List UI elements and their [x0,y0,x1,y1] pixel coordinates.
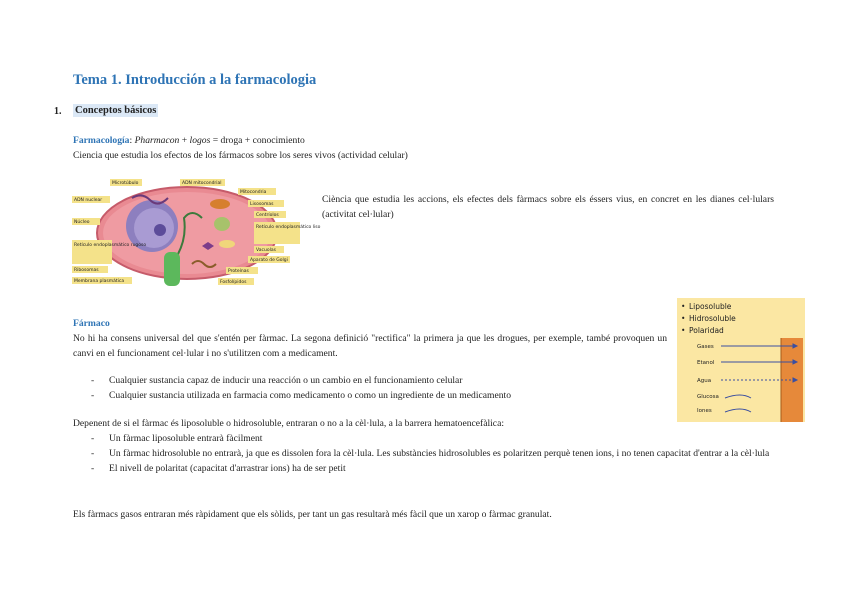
etymology-2: logos [189,135,211,146]
farmaco-list-1 [73,373,673,403]
label-reticulo-rugoso: Retículo endoplasmático rugoso [74,243,147,248]
label-vacuolas: Vacuolas [256,248,276,253]
row-iones: Iones [697,408,712,414]
svg-text:•: • [681,314,686,323]
label-microtubulo: Microtúbulo [112,181,139,186]
list-marker: - [91,433,95,444]
svg-text:•: • [681,326,686,335]
etymology-rest: = droga + conocimiento [210,135,305,146]
list-marker: - [91,375,95,386]
list-item [73,461,775,476]
farmacologia-line [73,133,305,148]
list-item-text: Cualquier sustancia utilizada en farmacia como medicamento o como un ingrediente de un medicamento [109,390,511,401]
list-marker: - [91,390,95,401]
etymology-1: Pharmacon [134,135,180,146]
list-marker: - [91,463,95,474]
label-fosfolipidos: Fosfolípidos [220,280,247,285]
farmaco-paragraph-2: Depenent de si el fàrmac és liposoluble o hidrosoluble, entraran o no a la cèl·lula, a la barrera hematoencefàlica: [73,418,504,429]
legend-liposoluble: Liposoluble [689,302,732,311]
farmaco-paragraph-1: No hi ha consens universal del que s'entén per fàrmac. La segona definició "rectifica" la primera ja que les drogues, per exemple, també provoquen un canvi en el funcionament cel·lular i no s'utilitzen com a medicament. [73,333,667,359]
legend-polaridad: Polaridad [689,326,724,335]
section-title: Conceptos básicos [75,105,157,116]
svg-text:•: • [681,302,686,311]
label-nucleo: Núcleo [74,220,90,225]
label-centriolos: Centríolos [256,213,279,218]
etymology-plus: + [179,135,190,146]
list-marker: - [91,448,95,459]
row-gases: Gases [697,344,714,350]
cell-caption: Ciència que estudia les accions, els efectes dels fàrmacs sobre els éssers vius, en concret en les dianes cel·lulars (activitat cel·lular) [322,194,774,220]
label-adn-nuclear: ADN nuclear [74,198,103,203]
farmacologia-label: Farmacología [73,135,130,146]
cell-diagram-svg [72,178,321,288]
membrane-figure [677,298,805,422]
list-item [73,431,775,446]
farmacologia-definition: Ciencia que estudia los efectos de los fármacos sobre los seres vivos (actividad celular) [73,150,408,161]
row-agua: Agua [697,378,712,384]
label-lisosomas: Lisosomas [250,202,274,207]
label-reticulo-liso: Retículo endoplasmático liso [256,225,321,230]
legend-hidrosoluble: Hidrosoluble [689,314,736,323]
section-number: 1. [54,106,62,117]
list-item-text: Un fàrmac liposoluble entrarà fàcilment [109,433,263,444]
list-item-text: El nivell de polaritat (capacitat d'arrastrar ions) ha de ser petit [109,463,346,474]
farmaco-label: Fármaco [73,318,110,329]
label-golgi: Aparato de Golgi [250,258,288,263]
farmaco-paragraph-3: Els fàrmacs gasos entraran més ràpidament que els sòlids, per tant un gas resultarà més fàcil que un xarop o fàrmac granulat. [73,509,552,520]
page-title: Tema 1. Introducción a la farmacologia [73,72,317,88]
cell-diagram [72,178,321,288]
list-item-text: Un fàrmac hidrosoluble no entrarà, ja que es dissolen fora la cèl·lula. Les substàncies hidrosolubles es polaritzen perquè tenen ions, i no tenen capacitat d'entrar a la cèl·lula [109,448,770,459]
label-proteinas: Proteínas [228,269,249,274]
label-adn-mitocondrial: ADN mitocondrial [182,181,222,186]
list-item-text: Cualquier sustancia capaz de inducir una reacción o un cambio en el funcionamiento celular [109,375,463,386]
label-mitocondria: Mitocondria [240,190,267,195]
label-ribosomas: Ribosomas [74,268,99,273]
colon: : [129,135,133,146]
list-item [73,388,673,403]
list-item [73,446,775,461]
label-membrana: Membrana plasmática [74,279,125,284]
row-glucosa: Glucosa [697,394,719,400]
farmaco-list-2 [73,431,775,476]
list-item [73,373,673,388]
membrane-figure-svg [677,298,805,422]
row-etanol: Etanol [697,360,715,366]
